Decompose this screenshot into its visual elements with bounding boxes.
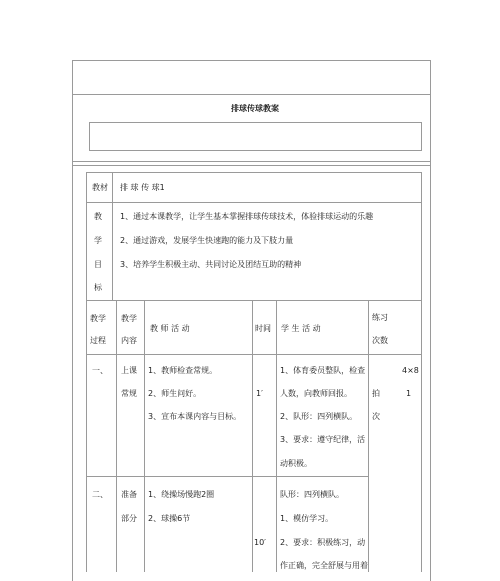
row2-student-4: 作正确，完全舒展与用着 — [280, 561, 368, 570]
row1-teacher-2: 2、师生问好。 — [148, 389, 202, 398]
row2-student-2: 1、模仿学习。 — [280, 514, 334, 523]
lesson-table — [86, 172, 422, 572]
subject-label: 教材 — [92, 183, 108, 192]
row2-teacher-2: 2、球操6节 — [148, 514, 191, 523]
row2-time: 10′ — [254, 538, 266, 547]
header-teacher: 教 师 活 动 — [150, 324, 190, 333]
header-time: 时间 — [255, 324, 271, 333]
objectives-label-3: 目 — [94, 260, 102, 269]
document-title: 排球传球教案 — [231, 104, 279, 113]
row2-content-1: 准备 — [121, 490, 137, 499]
row1-practice-3: 1 — [406, 389, 412, 398]
row2-content-2: 部分 — [121, 514, 137, 523]
divider-line — [73, 165, 430, 166]
header-student: 学 生 活 动 — [281, 324, 321, 333]
row2-process: 二、 — [92, 490, 108, 499]
row1-student-4: 3、要求：遵守纪律，活 — [280, 435, 366, 444]
header-practice-1: 练习 — [372, 313, 388, 322]
header-process-1: 教学 — [90, 314, 106, 323]
objective-3: 3、培养学生积极主动、共同讨论及团结互助的精神 — [120, 260, 302, 269]
row1-student-2: 人数，向教师回报。 — [280, 389, 352, 398]
row1-student-3: 2、队形：四列横队。 — [280, 412, 358, 421]
row2-student-3: 2、要求：积极练习，动 — [280, 538, 366, 547]
row1-practice-4: 次 — [372, 412, 380, 421]
row1-content-2: 常规 — [121, 389, 137, 398]
row2-teacher-1: 1、绕操场慢跑2圈 — [148, 490, 215, 499]
divider-line — [73, 161, 430, 162]
divider-line — [73, 94, 430, 95]
row1-time: 1′ — [256, 389, 263, 398]
row1-practice-1: 4×8 — [402, 366, 419, 375]
objectives-label-2: 学 — [94, 236, 102, 245]
blank-box — [89, 122, 422, 151]
objective-1: 1、通过本课教学，让学生基本掌握排球传球技术，体验排球运动的乐趣 — [120, 212, 374, 221]
row1-student-5: 动积极。 — [280, 459, 312, 468]
objectives-label-1: 教 — [94, 212, 102, 221]
objectives-label-4: 标 — [94, 283, 102, 292]
row1-practice-2: 拍 — [372, 389, 380, 398]
header-practice-2: 次数 — [372, 336, 388, 345]
header-process-2: 过程 — [90, 336, 106, 345]
header-content-2: 内容 — [121, 336, 137, 345]
row1-content-1: 上课 — [121, 366, 137, 375]
subject-value: 排 球 传 球1 — [120, 183, 165, 192]
row1-process: 一、 — [92, 366, 108, 375]
row1-teacher-3: 3、宣布本课内容与目标。 — [148, 412, 242, 421]
row1-teacher-1: 1、教师检查常规。 — [148, 366, 218, 375]
objective-2: 2、通过游戏，发展学生快速跑的能力及下肢力量 — [120, 236, 294, 245]
row2-student-1: 队形：四列横队。 — [280, 490, 344, 499]
row1-student-1: 1、体育委员整队，检查 — [280, 366, 366, 375]
header-content-1: 教学 — [121, 314, 137, 323]
